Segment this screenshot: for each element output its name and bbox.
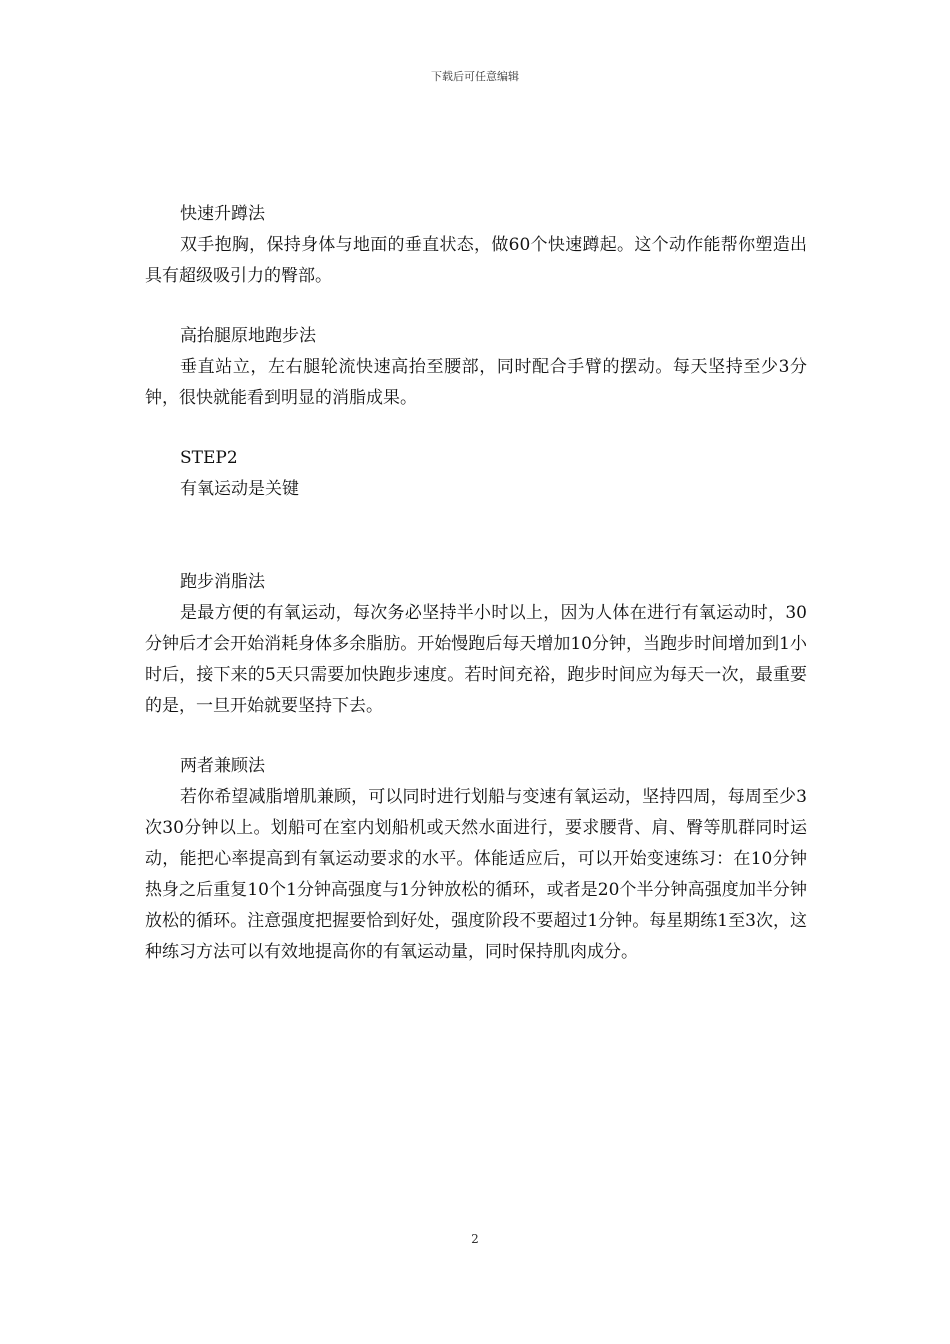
spacer	[145, 414, 807, 443]
section-body-squat: 双手抱胸，保持身体与地面的垂直状态，做60个快速蹲起。这个动作能帮你塑造出具有超级吸引力的臀部。	[145, 235, 807, 286]
section-heading-running: 跑步消脂法	[180, 572, 265, 592]
step-label: STEP2	[180, 448, 238, 468]
section-heading-high-knees: 高抬腿原地跑步法	[180, 326, 316, 346]
section-heading-squat: 快速升蹲法	[180, 204, 265, 224]
section-heading-combined: 两者兼顾法	[180, 756, 265, 776]
document-body	[145, 199, 807, 968]
page-header: 下载后可任意编辑	[431, 70, 519, 83]
section-body-high-knees: 垂直站立，左右腿轮流快速高抬至腰部，同时配合手臂的摆动。每天坚持至少3分钟，很快就能看到明显的消脂成果。	[145, 357, 807, 408]
spacer	[145, 505, 807, 567]
spacer	[145, 292, 807, 321]
step-title: 有氧运动是关键	[180, 479, 299, 499]
section-body-combined: 若你希望减脂增肌兼顾，可以同时进行划船与变速有氧运动，坚持四周，每周至少3次30分钟以上。划船可在室内划船机或天然水面进行，要求腰背、肩、臀等肌群同时运动，能把心率提高到有氧运动要求的水平。体能适应后，可以开始变速练习：在10分钟热身之后重复10个1分钟高强度与1分钟放松的循环，或者是20个半分钟高强度加半分钟放松的循环。注意强度把握要恰到好处，强度阶段不要超过1分钟。每星期练1至3次，这种练习方法可以有效地提高你的有氧运动量，同时保持肌肉成分。	[145, 787, 807, 962]
page-number: 2	[471, 1232, 479, 1246]
spacer	[145, 722, 807, 751]
section-body-running: 是最方便的有氧运动，每次务必坚持半小时以上，因为人体在进行有氧运动时，30分钟后才会开始消耗身体多余脂肪。开始慢跑后每天增加10分钟，当跑步时间增加到1小时后，接下来的5天只需要加快跑步速度。若时间充裕，跑步时间应为每天一次，最重要的是，一旦开始就要坚持下去。	[145, 603, 807, 716]
